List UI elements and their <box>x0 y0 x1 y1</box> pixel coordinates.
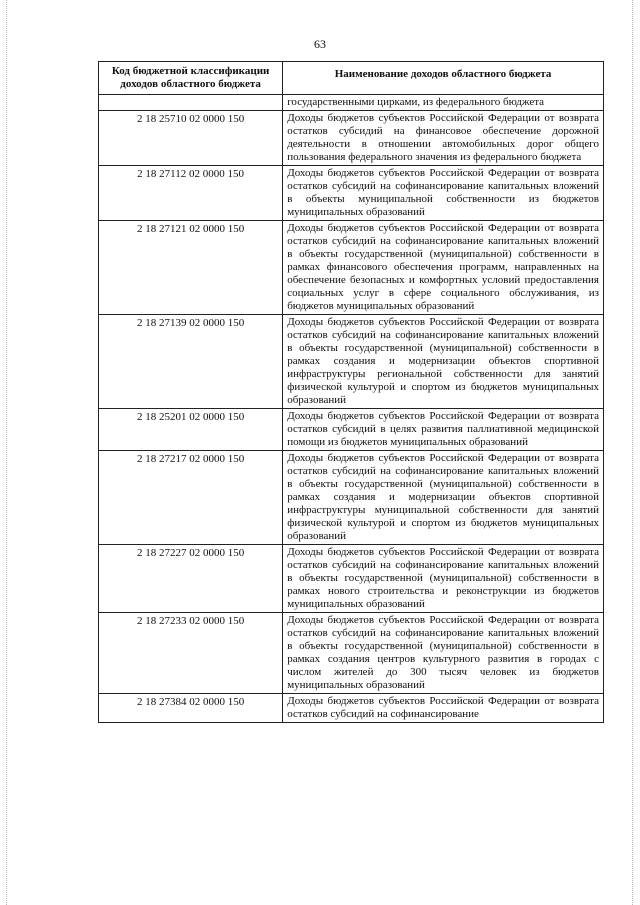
scan-right-edge <box>632 0 634 905</box>
revenue-name-cell: Доходы бюджетов субъектов Российской Федерации от возврата остатков субсидий на софинансирование капитальных вложений в объекты государственной (муниципальной) собственности в рамках создания и модернизации объектов спортивной инфраструктуры региональной собственности для занятий физической культурой и спортом из бюджетов муниципальных образований <box>283 315 604 409</box>
revenue-name-cell: Доходы бюджетов субъектов Российской Федерации от возврата остатков субсидий на софинансирование капитальных вложений в объекты государственной (муниципальной) собственности в рамках создания центров культурного развития в городах с числом жителей до 300 тысяч человек из бюджетов муниципальных образований <box>283 613 604 694</box>
table-row <box>99 166 604 221</box>
table-body <box>99 95 604 723</box>
budget-code-cell: 2 18 25710 02 0000 150 <box>99 111 283 166</box>
revenue-name-cell: Доходы бюджетов субъектов Российской Федерации от возврата остатков субсидий в целях развития паллиативной медицинской помощи из бюджетов муниципальных образований <box>283 409 604 451</box>
table-row <box>99 451 604 545</box>
table-row <box>99 613 604 694</box>
page-number: 63 <box>314 37 326 51</box>
revenue-name-cell: Доходы бюджетов субъектов Российской Федерации от возврата остатков субсидий на софинансирование капитальных вложений в объекты муниципальной собственности из бюджетов муниципальных образований <box>283 166 604 221</box>
table-row <box>99 545 604 613</box>
budget-code-cell: 2 18 27227 02 0000 150 <box>99 545 283 613</box>
continuation-code-cell <box>99 95 283 111</box>
table-header-row <box>99 62 604 95</box>
budget-classification-table <box>98 61 604 723</box>
table-row <box>99 315 604 409</box>
revenue-name-cell: Доходы бюджетов субъектов Российской Федерации от возврата остатков субсидий на финансовое обеспечение дорожной деятельности в отношении автомобильных дорог общего пользования федерального значения из федерального бюджета <box>283 111 604 166</box>
table-row <box>99 111 604 166</box>
budget-code-cell: 2 18 27217 02 0000 150 <box>99 451 283 545</box>
table-row <box>99 409 604 451</box>
budget-code-cell: 2 18 27233 02 0000 150 <box>99 613 283 694</box>
budget-code-cell: 2 18 27121 02 0000 150 <box>99 221 283 315</box>
header-code: Код бюджетной классификации доходов областного бюджета <box>99 62 283 95</box>
continuation-name-cell: государственными цирками, из федерального бюджета <box>283 95 604 111</box>
table-row <box>99 694 604 723</box>
revenue-name-cell: Доходы бюджетов субъектов Российской Федерации от возврата остатков субсидий на софинансирование <box>283 694 604 723</box>
table-row <box>99 221 604 315</box>
revenue-name-cell: Доходы бюджетов субъектов Российской Федерации от возврата остатков субсидий на софинансирование капитальных вложений в объекты государственной (муниципальной) собственности в рамках создания и модернизации объектов спортивной инфраструктуры муниципальной собственности для занятий физической культурой и спортом из бюджетов муниципальных образований <box>283 451 604 545</box>
scan-left-edge <box>6 0 8 905</box>
revenue-name-cell: Доходы бюджетов субъектов Российской Федерации от возврата остатков субсидий на софинансирование капитальных вложений в объекты государственной (муниципальной) собственности в рамках финансового обеспечения программ, направленных на обеспечение безопасных и комфортных условий предоставления социальных услуг в сфере социального обслуживания, из бюджетов муниципальных образований <box>283 221 604 315</box>
budget-code-cell: 2 18 27139 02 0000 150 <box>99 315 283 409</box>
table-row-continuation <box>99 95 604 111</box>
header-name: Наименование доходов областного бюджета <box>283 62 604 95</box>
budget-code-cell: 2 18 25201 02 0000 150 <box>99 409 283 451</box>
revenue-name-cell: Доходы бюджетов субъектов Российской Федерации от возврата остатков субсидий на софинансирование капитальных вложений в объекты государственной (муниципальной) собственности в рамках нового строительства и реконструкции из бюджетов муниципальных образований <box>283 545 604 613</box>
budget-code-cell: 2 18 27384 02 0000 150 <box>99 694 283 723</box>
budget-code-cell: 2 18 27112 02 0000 150 <box>99 166 283 221</box>
